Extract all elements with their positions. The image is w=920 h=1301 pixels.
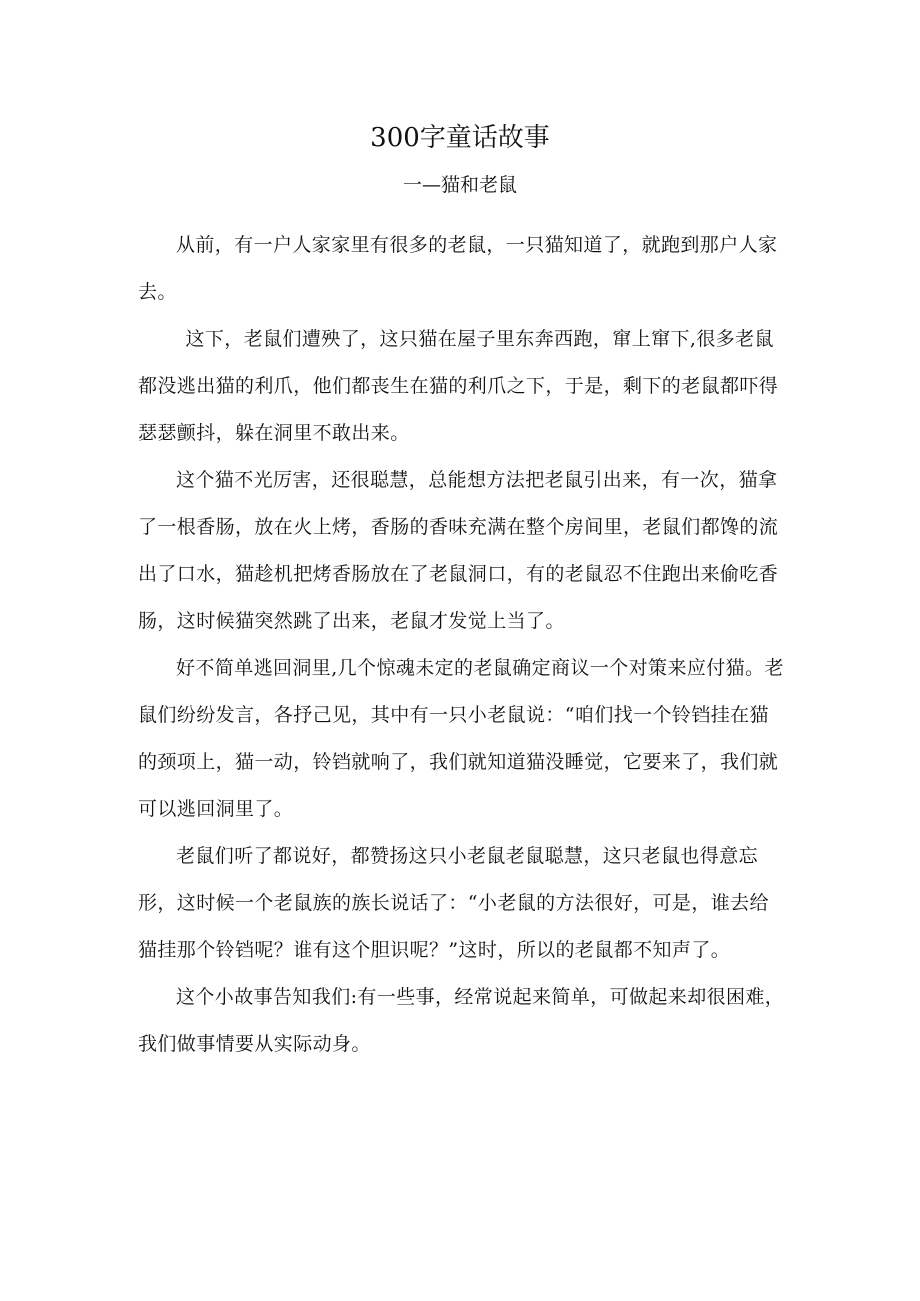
- paragraph-2: 这下，老鼠们遭殃了，这只猫在屋子里东奔西跑，窜上窜下,很多老鼠都没逃出猫的利爪，他们都丧生在猫的利爪之下，于是，剩下的老鼠都吓得瑟瑟颤抖，躲在洞里不敢出来。: [138, 328, 779, 444]
- paragraph-6: 这个小故事告知我们:有一些事，经常说起来简单，可做起来却很困难，我们做事情要从实际动身。: [138, 986, 785, 1055]
- story-body: [138, 222, 786, 1068]
- document-title: 300字童话故事: [370, 123, 550, 153]
- document-subtitle: 一—猫和老鼠: [402, 174, 517, 196]
- paragraph-3: 这个猫不光厉害，还很聪慧，总能想方法把老鼠引出来，有一次，猫拿了一根香肠，放在火上烤，香肠的香味充满在整个房间里，老鼠们都馋的流出了口水，猫趁机把烤香肠放在了老鼠洞口，有的老鼠忍不住跑出来偷吃香肠，这时候猫突然跳了出来，老鼠才发觉上当了。: [138, 469, 779, 632]
- paragraph-5: 老鼠们听了都说好，都赞扬这只小老鼠老鼠聪慧，这只老鼠也得意忘形，这时候一个老鼠族的族长说话了：“小老鼠的方法很好，可是，谁去给猫挂那个铃铛呢？谁有这个胆识呢？”这时，所以的老鼠都不知声了。: [138, 845, 769, 961]
- paragraph-4: 好不简单逃回洞里,几个惊魂未定的老鼠确定商议一个对策来应付猫。老鼠们纷纷发言，各抒己见，其中有一只小老鼠说：“咱们找一个铃铛挂在猫的颈项上，猫一动，铃铛就响了，我们就知道猫没睡觉，它要来了，我们就可以逃回洞里了。: [138, 657, 784, 820]
- paragraph-1: 从前，有一户人家家里有很多的老鼠，一只猫知道了，就跑到那户人家去。: [138, 234, 778, 303]
